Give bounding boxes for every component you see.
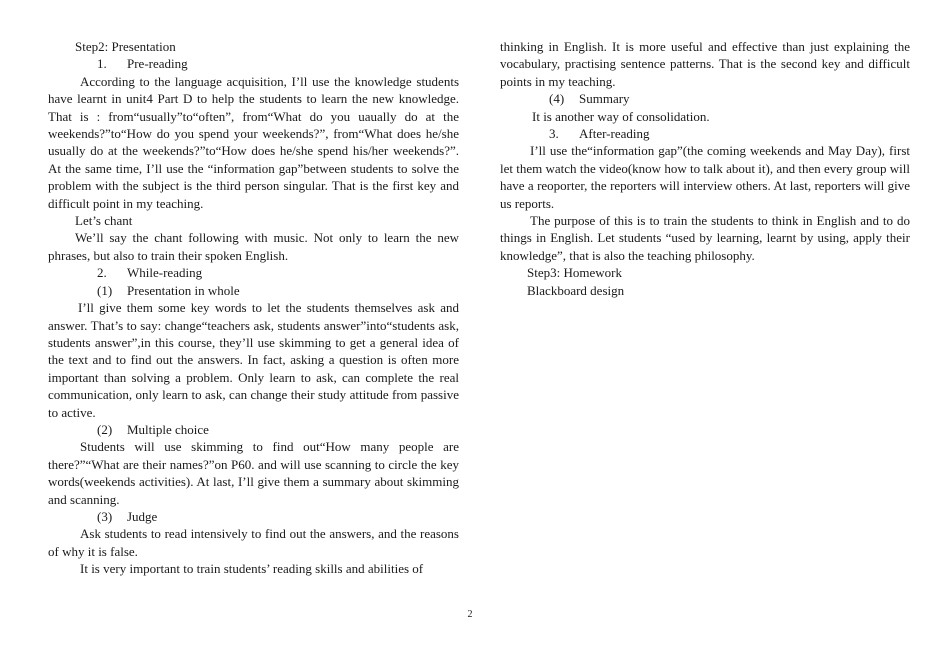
summary-paragraph: It is another way of consolidation. xyxy=(532,108,710,124)
chant-heading: Let’s chant xyxy=(75,213,133,229)
after-reading-paragraph: I’ll use the“information gap”(the coming weekends and May Day), first let them watch the video(know how to talk about it), and then every group will have a reoporter, the reporters will interview others. At last, reporters will give us reports. xyxy=(500,143,910,211)
chant-paragraph: We’ll say the chant following with music. Not only to learn the new phrases, but also to train their spoken English. xyxy=(48,230,459,263)
while-reading-number: 2. xyxy=(97,265,107,281)
pre-reading-title: Pre-reading xyxy=(127,56,188,72)
judge-heading xyxy=(48,508,459,525)
while-reading-heading xyxy=(48,264,459,281)
purpose-paragraph: The purpose of this is to train the students to think in English and to do things in English. Let students “used by learning, learnt by using, apply their knowledge”, that is also the teaching philosophy. xyxy=(500,213,910,263)
summary-title: Summary xyxy=(579,91,630,107)
after-reading-number: 3. xyxy=(549,126,559,142)
multiple-choice-paragraph: Students will use skimming to find out“How many people are there?”“What are their names?”on P60. and will use scanning to circle the key words(weekends activities). At last, I’ll give them a summary about skimming and scanning. xyxy=(48,439,459,507)
judge-title: Judge xyxy=(127,508,158,524)
thinking-paragraph: thinking in English. It is more useful and effective than just explaining the vocabulary, practising sentence patterns. That is the second key and difficult points in my teaching. xyxy=(500,39,910,89)
judge-paragraph: Ask students to read intensively to find out the answers, and the reasons of why it is false. xyxy=(48,526,459,559)
reading-skills-paragraph: It is very important to train students’ reading skills and abilities of xyxy=(80,561,424,577)
blackboard-heading: Blackboard design xyxy=(527,282,625,298)
presentation-whole-paragraph: I’ll give them some key words to let the students themselves ask and answer. That’s to say: change“teachers ask, students answer”into“students ask, students answer”,in this course, they’ll use skimming to get a general idea of the text and to find out the answers. In fact, asking a question is often more important than solving a problem. Only learn to ask, can complete the real communication, only learn to ask, can change their study attitude from passive to active. xyxy=(48,300,459,420)
multiple-choice-title: Multiple choice xyxy=(127,421,209,437)
while-reading-title: While-reading xyxy=(127,265,203,281)
presentation-whole-number: (1) xyxy=(97,282,113,298)
after-reading-heading xyxy=(500,125,910,142)
multiple-choice-number: (2) xyxy=(97,421,113,437)
left-column xyxy=(48,38,459,578)
step2-heading: Step2: Presentation xyxy=(75,39,176,54)
summary-number: (4) xyxy=(549,91,565,107)
right-column xyxy=(500,38,910,299)
judge-number: (3) xyxy=(97,508,113,524)
page-number: 2 xyxy=(467,609,473,620)
presentation-whole-heading xyxy=(48,282,459,299)
step3-heading: Step3: Homework xyxy=(527,265,622,281)
pre-reading-number: 1. xyxy=(97,56,107,72)
presentation-whole-title: Presentation in whole xyxy=(127,282,240,298)
summary-heading xyxy=(500,90,910,107)
pre-reading-heading xyxy=(48,55,459,72)
pre-reading-paragraph: According to the language acquisition, I’ll use the knowledge students have learnt in unit4 Part D to help the students to learn the new knowledge. That is : from“usually”to“often”, from“What do you uaually do at the weekends?”to“How do you spend your weekends?”, from“What does he/she usually do at the weekends?”to“How does he/she spend his/her weekends?”. At the same time, I’ll use the “information gap”between students to solve the problem with the subject is the third person singular. That is the first key and difficult point in my teaching. xyxy=(48,73,459,211)
multiple-choice-heading xyxy=(48,421,459,438)
after-reading-title: After-reading xyxy=(579,126,650,142)
